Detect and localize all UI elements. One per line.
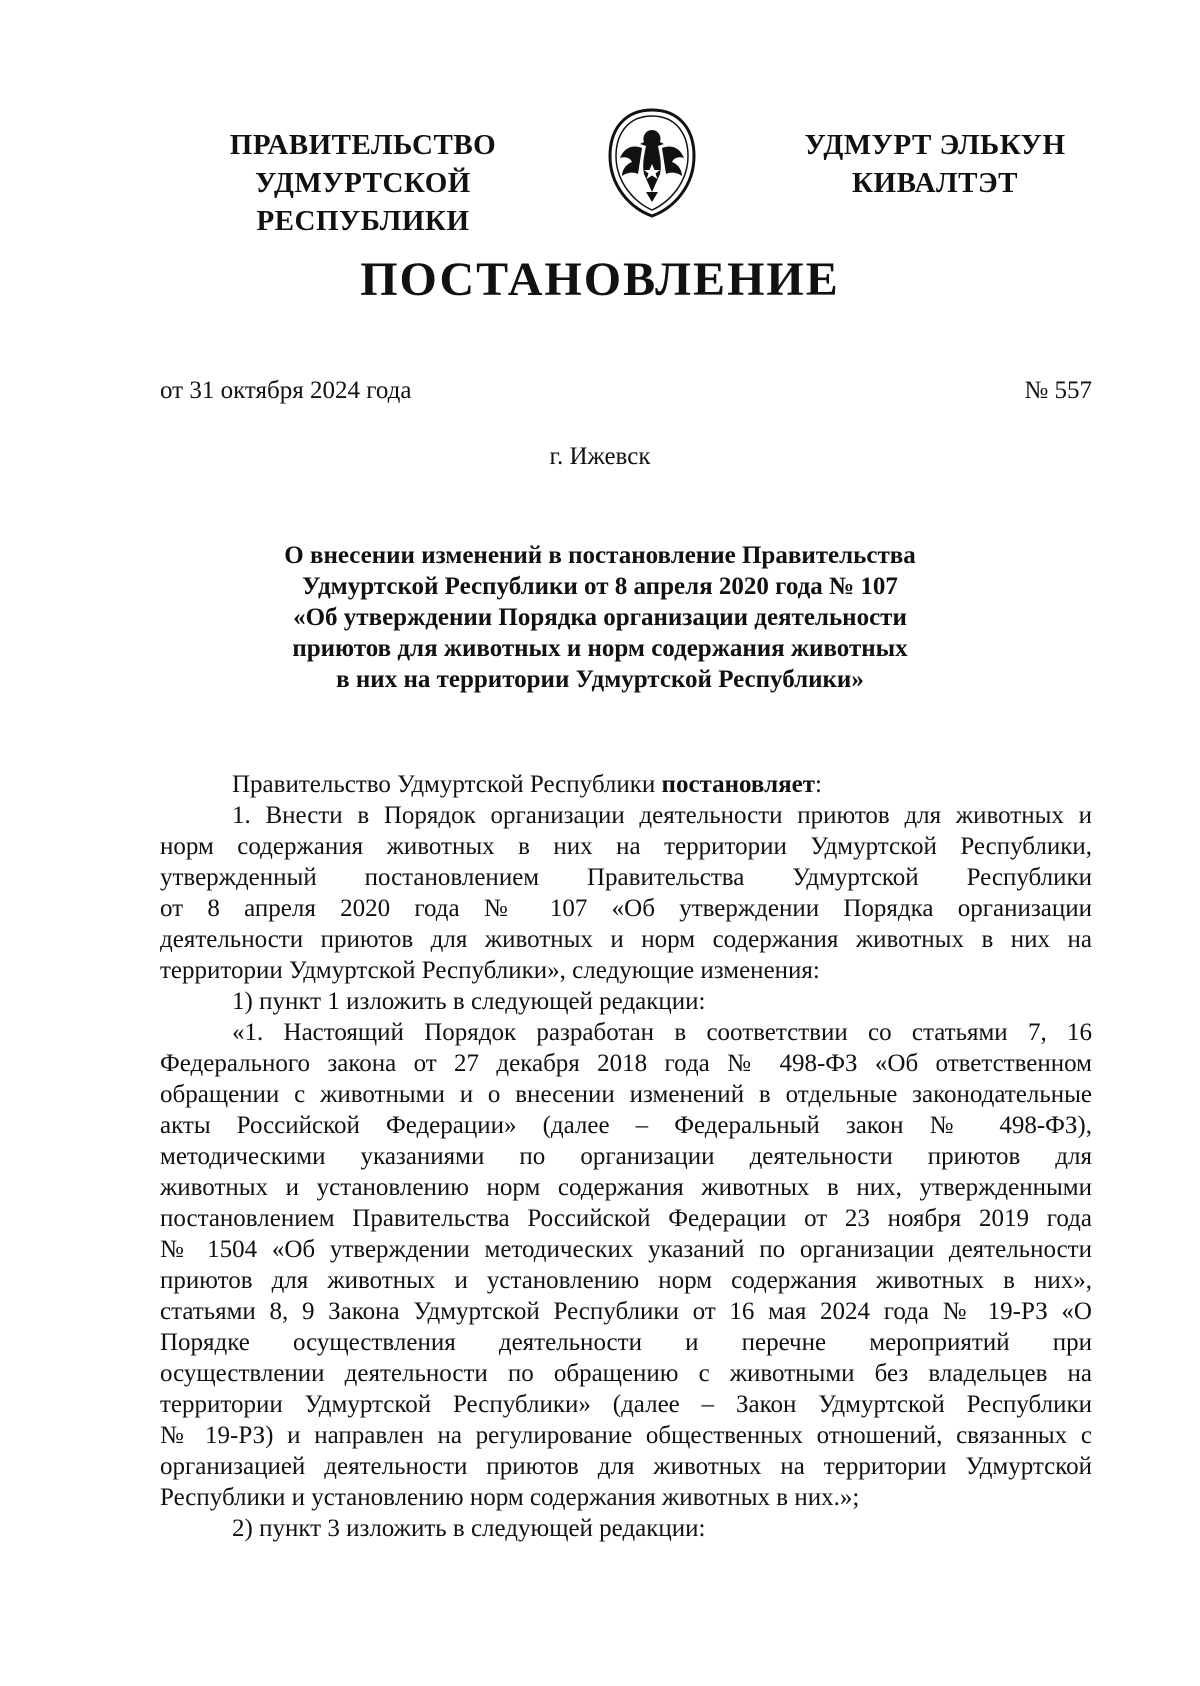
header-left-line1: ПРАВИТЕЛЬСТВО [229, 129, 497, 161]
subject-line: «Об утверждении Порядка организации деятельности [293, 604, 907, 631]
body-line: статьями 8, 9 Закона Удмуртской Республики от 16 мая 2024 года № 19-РЗ «О [160, 1298, 1092, 1325]
body-line: территории Удмуртской Республики», следующие изменения: [160, 957, 820, 984]
body-line: приютов для животных и установлению норм содержания животных в них», [160, 1267, 1092, 1294]
subject-line: Удмуртской Республики от 8 апреля 2020 года № 107 [302, 573, 898, 600]
body-line: 1) пункт 1 изложить в следующей редакции: [232, 988, 706, 1015]
subject-line: приютов для животных и норм содержания животных [292, 635, 908, 662]
document-city: г. Ижевск [549, 443, 651, 470]
body-line: Республики и установлению норм содержания животных в них.»; [160, 1484, 860, 1511]
body-line: методическими указаниями по организации деятельности приютов для [160, 1143, 1092, 1170]
document-type-title: ПОСТАНОВЛЕНИЕ [360, 253, 840, 306]
body-line: 1. Внести в Порядок организации деятельности приютов для животных и [232, 802, 1092, 829]
header-right-line2: КИВАЛТЭТ [851, 167, 1018, 199]
body-line: № 19-РЗ) и направлен на регулирование общественных отношений, связанных с [160, 1422, 1092, 1449]
body-line: утвержденный постановлением Правительства Удмуртской Республики [160, 864, 1092, 891]
body-line: животных и установлению норм содержания животных в них, утвержденными [160, 1174, 1092, 1201]
body-line: постановлением Правительства Российской Федерации от 23 ноября 2019 года [160, 1205, 1092, 1232]
body-line: № 1504 «Об утверждении методических указаний по организации деятельности [160, 1236, 1092, 1263]
header-right-line1: УДМУРТ ЭЛЬКУН [804, 129, 1066, 161]
lead-text: Правительство Удмуртской Республики [232, 771, 662, 798]
lead-bold-verb: постановляет [661, 771, 816, 798]
document-body [160, 769, 1092, 1544]
document-number: № 557 [1024, 377, 1092, 404]
body-line: акты Российской Федерации» (далее – Федеральный закон № 498-ФЗ), [160, 1112, 1092, 1139]
udmurt-coat-of-arms-icon [602, 104, 702, 222]
body-line: норм содержания животных в них на территории Удмуртской Республики, [160, 833, 1092, 860]
body-line: Федерального закона от 27 декабря 2018 года № 498-ФЗ «Об ответственном [160, 1050, 1092, 1077]
header-right [790, 126, 1080, 202]
document-date: от 31 октября 2024 года [160, 377, 412, 404]
subject-line: О внесении изменений в постановление Правительства [284, 542, 916, 569]
document-subject [200, 540, 1000, 695]
body-line: осуществлении деятельности по обращению с животными без владельцев на [160, 1360, 1092, 1387]
body-line: территории Удмуртской Республики» (далее – Закон Удмуртской Республики [160, 1391, 1092, 1418]
body-lead-line [160, 769, 1092, 800]
body-line: обращении с животными и о внесении изменений в отдельные законодательные [160, 1081, 1092, 1108]
body-line: организацией деятельности приютов для животных на территории Удмуртской [160, 1453, 1092, 1480]
subject-line: в них на территории Удмуртской Республики» [336, 666, 864, 693]
body-line: деятельности приютов для животных и норм содержания животных в них на [160, 926, 1092, 953]
body-line: Порядке осуществления деятельности и перечне мероприятий при [160, 1329, 1092, 1356]
body-line: 2) пункт 3 изложить в следующей редакции: [232, 1515, 706, 1542]
body-line: «1. Настоящий Порядок разработан в соответствии со статьями 7, 16 [232, 1019, 1092, 1046]
lead-colon: : [815, 771, 822, 798]
body-line: от 8 апреля 2020 года № 107 «Об утверждении Порядка организации [160, 895, 1092, 922]
header-left [148, 126, 578, 240]
header-left-line2: УДМУРТСКОЙ РЕСПУБЛИКИ [255, 167, 471, 237]
